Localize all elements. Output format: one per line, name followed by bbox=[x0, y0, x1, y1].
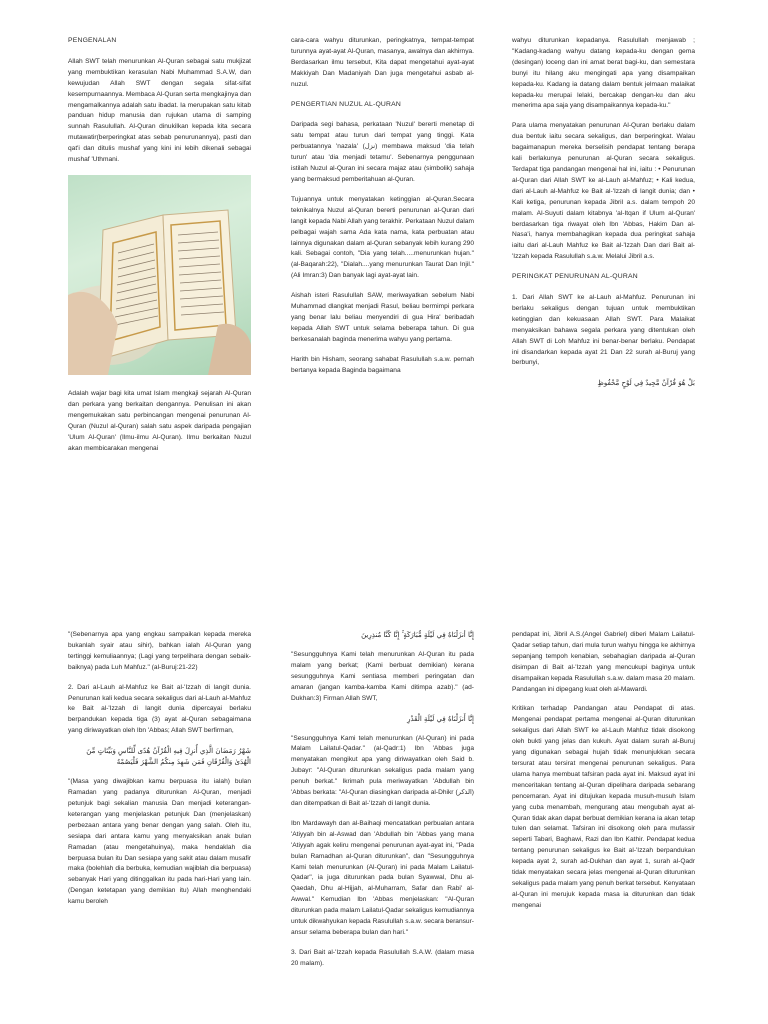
arabic-verse: إِنَّا أَنزَلْنَاهُ فِي لَيْلَةِ الْقَدْرِ bbox=[407, 714, 474, 723]
column-1-top bbox=[68, 36, 251, 526]
paragraph: pendapat ini, Jibril A.S.(Angel Gabriel) diberi Malam Lailatul-Qadar setiap tahun, dari mula turun wahyu hingga ke akhirnya sepanjang tempoh kenabian, sebahagian daripada al-Quran disimpan di Bait al-'Izzah yang mencukupi baginya untuk disampaikan kepada Rasulullah s.a.w. dalam masa 20 malam. Pandangan ini dipegang kuat oleh al-Mawardi. bbox=[512, 631, 695, 693]
column-1-bottom bbox=[68, 630, 251, 1020]
column-3-bottom bbox=[512, 630, 695, 1020]
arabic-verse: إِنَّا أَنزَلْنَاهُ فِي لَيْلَةٍ مُّبَارَكَةٍ ۚ إِنَّا كُنَّا مُنذِرِينَ bbox=[361, 631, 474, 639]
paragraph: Allah SWT telah menurunkan Al-Quran sebagai satu mukjizat yang membuktikan kerasulan Nabi Muhammad S.A.W, dan kewujudan Allah SWT dengan segala sifat-sifat kesempurnaannya. Membaca Al-Quran serta mengkajinya dan mengamalkannya adalah satu ibadat. Ia merupakan satu kitab panduan hidup manusia dan rujukan utama di samping sunnah Rasulullah. Al-Quran dinukilkan kepada kita secara mutawatir(berperingkat atas sebab penurunannya), pasti dan qat'i dan ditulis mushaf yang kini ini lebih dikenali sebagai mushaf 'Uthmani. bbox=[68, 57, 251, 164]
open-quran-illustration bbox=[68, 175, 251, 375]
quran-photo bbox=[68, 175, 251, 375]
column-2-top bbox=[291, 36, 474, 526]
paragraph: Adalah wajar bagi kita umat Islam mengkaji sejarah Al-Quran dan perkara yang berkaitan dengannya. Penulisan ini akan mengemukakan satu perbincangan mengenai penurunan Al-Quran (Nuzul al-Quran) salah satu aspek daripada pengajian 'Ulum Al-Quran' (Ilmu-ilmu Al-Quran). Ilmu berkaitan Nuzul akan membicarakan mengenai bbox=[68, 389, 251, 452]
paragraph: Ibn Mardawayh dan al-Baihaqi mencatatkan perbualan antara 'Atiyyah bin al-Aswad dan 'Abdullah bin 'Abbas yang mana 'Atiyyah agak keliru mengenai penurunan ayat-ayat ini, "Pada bulan Ramadhan al-Quran diturunkan", dan "Sesungguhnya Kami telah menurunkan (Al-Quran) ini pada Malam Lailatul-Qadar", ia juga diturunkan pada bulan Syawwal, Dhu al-Qaedah, Dhu al-Hijjah, al-Muharram, Safar dan Rabi' al-Awwal." Kemudian Ibn 'Abbas menjelaskan: "Al-Quran diturunkan pada malam Lailatul-Qadar sekaligus kemudiannya untuk dikwahyukan kepada Rasulullah s.a.w. secara beransur-ansur selama beberapa bulan dan hari." bbox=[291, 819, 474, 936]
paragraph: cara-cara wahyu diturunkan, peringkatnya, tempat-tempat turunnya ayat-ayat Al-Quran, masanya, awalnya dan akhirnya. Berdasarkan ilmu tersebut, Kita dapat mengetahui ayat-ayat Makkiyah Dan Madaniyah Dan juga mengetahui asbab al-nuzul. bbox=[291, 37, 474, 88]
section-heading-pengenalan: PENGENALAN bbox=[68, 37, 117, 44]
paragraph: Harith bin Hisham, seorang sahabat Rasulullah s.a.w. pernah bertanya kepada Baginda bagaimana bbox=[291, 355, 474, 374]
paragraph: 1. Dari Allah SWT ke al-Lauh al-Mahfuz. Penurunan ini berlaku sekaligus dengan tujuan untuk membuktikan ketinggian dan kekuasaan Allah SWT. Para Malaikat menyaksikan bahawa segala perkara yang ditentukan oleh Allah SWT di Loh Mahfuz ini benar-benar berlaku. Pendapat ini disandarkan kepada ayat 21 Dan 22 surah al-Buruj yang berbunyi, bbox=[512, 294, 695, 367]
section-heading-pengertian: PENGERTIAN NUZUL AL-QURAN bbox=[291, 100, 401, 108]
paragraph: Daripada segi bahasa, perkataan 'Nuzul' bererti menetap di satu tempat atau turun dari tempat yang tinggi. Kata perbuatannya 'nazala' (نزل) membawa maksud 'dia telah turun' atau 'dia menjadi tetamu'. Sebenarnya penggunaan istilah Nuzul al-Quran ini secara majaz atau (simbolik) sahaja yang bermaksud pemberitahuan al-Quran. bbox=[291, 121, 474, 183]
paragraph: Kritikan terhadap Pandangan atau Pendapat di atas. Mengenai pendapat pertama mengenai al-Quran diturunkan sekaligus dari Allah SWT ke al-Lauh Mahfuz tidak disokong oleh bukti yang jelas dan kukuh. Ayat dalam surah al-Buruj yang digunakan sebagai hujah tidak menunjukkan secara tersurat atau tersirat mengenai penurunan sekaligus. Para ulama hanya membuat tafsiran pada ayat ini. Maksud ayat ini menceritakan tentang al-Quran dipelihara daripada sebarang pencemaran. Ayat ini ditujukan kepada musuh-musuh Islam yang cuba menambah, mengurang atau mengubah ayat al-Quran tidak akan dapat berbuat demikian kerana ia akan tetap tulen dan selamat. Tafsiran ini disokong oleh para mufassir seperti Tabari, Baghawi, Razi dan Ibn Kathir. Pendapat kedua tentang penurunan sekaligus ke Bait al-'Izzah berpandukan kepada ayat 2, surah ad-Dukhan dan ayat 1, surah al-Qadr tidak menyatakan secara jelas mengenai al-Quran diturunkan sekaligus pada malam yang penuh berkat tersebut. Kenyataan al-Quran ini merujuk kepada masa ia diturunkan dan tidak mengenai bbox=[512, 705, 695, 909]
column-2-bottom bbox=[291, 630, 474, 1020]
paragraph: 3. Dari Bait al-'Izzah kepada Rasulullah S.A.W. (dalam masa 20 malam). bbox=[291, 948, 474, 967]
paragraph: Para ulama menyatakan penurunan Al-Quran berlaku dalam dua bentuk iaitu secara sekaligus, dan berperingkat. Walau bagaimanapun mereka berselisih pendapat tentang berapa kali berlakunya penurunan al-Quran secara sekaligus. Terdapat tiga pandangan mengenai hal ini, iaitu : • Penurunan al-Quran dari Allah SWT ke al-Lauh al-Mahfuz; • Kali kedua, dari al-Lauh al-Mahfuz ke Bait al-'Izzah di langit dunia; dan • Kali ketiga, penurunan kepada Jibril a.s. dalam tempoh 20 malam. Al-Suyuti dalam kitabnya 'al-Itqan if Ulum al-Quran' berdasarkan tiga riwayat oleh Ibn 'Abbas, Hakim Dan al-Nasa'i, hanya membahagikan kepada dua peringkat sahaja iaitu dari al-Lauh Mahfuz ke Bait al-'Izzah Dan dari Bait al-'Izzah kepada Rasulullah s.a.w. Melalui Jibril a.s. bbox=[512, 122, 695, 261]
paragraph: "Sesungguhnya Kami telah menurunkan (Al-Quran) ini pada Malam Lailatul-Qadar." (al-Qadr:1) Ibn 'Abbas juga menyatakan mengikut apa yang diriwayatkan oleh Said b. Jubayr: "Al-Quran diturunkan sekaligus pada malam yang penuh berkat." Ikrimah pula meriwayatkan 'Abdullah bin 'Abbas berkata: "Al-Quran diasingkan daripada al-Dhikr (الذكر) dan ditempatkan di Bait al-'Izzah di langit dunia. bbox=[291, 734, 474, 807]
arabic-verse: بَلْ هُوَ قُرْآنٌ مَّجِيدٌ فِي لَوْحٍ مَّحْفُوظٍ bbox=[597, 379, 695, 388]
paragraph: Tujuannya untuk menyatakan ketinggian al-Quran.Secara teknikalnya Nuzul al-Quran bererti penurunan al-Quran dari langit kepada Nabi Allah yang terakhir. Perkataan Nuzul dalam pelbagai wajah sama Ada kata nama, kata perbuatan atau lainnya digunakan dalam al-Quran sebanyak lebih kurang 290 kali. Sebagai contoh, "Dia yang telah.....menurunkan hujan." (al-Baqarah:22), "Dialah....yang menurunkan Taurat Dan Injil." (Ali Imran:3) Dan banyak lagi ayat-ayat lain. bbox=[291, 195, 474, 280]
paragraph: wahyu diturunkan kepadanya. Rasulullah menjawab ; "Kadang-kadang wahyu datang kepada-ku dengan gema (desingan) loceng dan ini amat berat bagi-ku, dan semestara bunyi itu hilang aku mengingati apa yang disampaikan kepada-ku. Kadang ia datang dalam bentuk jelmaan malaikat kepada-ku merupai lelaki, bercakap dengan-ku dan aku menerima apa saja yang disampaikannya kepada-ku." bbox=[512, 37, 695, 110]
paragraph: 2. Dari al-Lauh al-Mahfuz ke Bait al-'Izzah di langit dunia. Penurunan kali kedua secara sekaligus dari al-Lauh al-Mahfuz ke Bait al-'Izzah di langit dunia dipercayai berlaku berpandukan kepada tiga (3) ayat al-Quran sebagaimana yang diriwayatkan oleh Ibn 'Abbas; Allah SWT berfirman, bbox=[68, 683, 251, 735]
column-3-top bbox=[512, 36, 695, 526]
paragraph: Aishah isteri Rasulullah SAW, meriwayatkan sebelum Nabi Muhammad dlangkat menjadi Rasul, beliau bermimpi perkara yang benar lalu beliau menyendiri di gua Hira' beribadah kepada Allah SWT untuk selama beberapa tahun. Di gua berkesanalah baginda menerima wahyu yang pertama. bbox=[291, 292, 474, 343]
arabic-verse: شَهْرُ رَمَضَانَ الَّذِي أُنزِلَ فِيهِ الْقُرْآنُ هُدًى لِّلنَّاسِ وَبَيِّنَاتٍ مِّنَ الْهُدَىٰ وَالْفُرْقَانِ فَمَن شَهِدَ مِنكُمُ الشَّهْرَ فَلْيَصُمْهُ bbox=[86, 747, 251, 767]
paragraph: "Sesungguhnya Kami telah menurunkan Al-Quran itu pada malam yang berkat; (Kami berbuat demikian) kerana sesungguhnya Kami sentiasa memberi peringatan dan amaran (jangan kamba-kamba Kami ditimpa azab)." (ad-Dukhan:3) Firman Allah SWT, bbox=[291, 651, 474, 702]
paragraph: "(Masa yang diwajibkan kamu berpuasa itu ialah) bulan Ramadan yang padanya diturunkan Al-Quran, menjadi petunjuk bagi sekalian manusia Dan menjadi keterangan-keterangan yang menjelaskan petunjuk Dan (menjelaskan) perbezaan antara yang benar dengan yang salah. Oleh itu, sesiapa dari antara kamu yang menyaksikan anak bulan Ramadan (atau mengetahuinya), maka hendaklah dia berpuasa bulan itu Dan sesiapa yang sakit atau dalam musafir maka (bolehlah dia berbuka, kemudian wajiblah dia berpuasa) sebanyak Hari yang ditinggalkan itu pada hari-Hari yang lain. (Dengan ketetapan yang demikian itu) Allah menghendaki kamu beroleh bbox=[68, 778, 251, 906]
paragraph: "(Sebenarnya apa yang engkau sampaikan kepada mereka bukanlah syair atau sihir), bahkan ialah Al-Quran yang tertinggi kemuliaannya; (Lagi yang terpelihara dengan sebaik-baiknya) pada Luh Mahfuz." (al-Buruj:21-22) bbox=[68, 631, 251, 671]
section-heading-peringkat: PERINGKAT PENURUNAN AL-QURAN bbox=[512, 273, 638, 281]
